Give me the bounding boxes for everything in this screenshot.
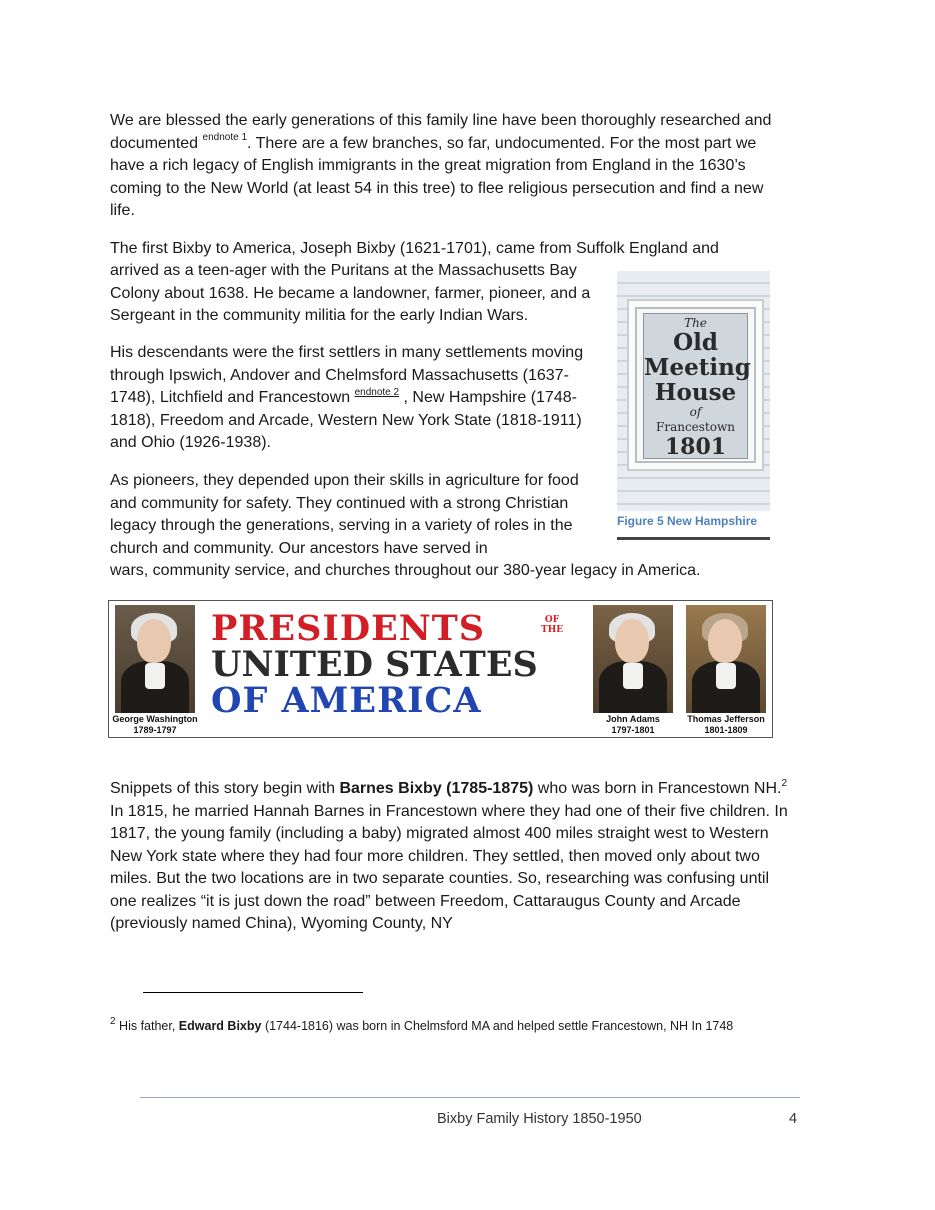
meeting-house-photo — [617, 271, 770, 511]
president-years: 1801-1809 — [704, 725, 748, 735]
footnote-number: 2 — [110, 1015, 116, 1027]
paragraph-text: We are blessed the early generations of this family line have been thoroughly researched and documented — [110, 112, 772, 152]
president-caption — [583, 714, 683, 736]
endnote-ref[interactable]: endnote 2 — [354, 386, 400, 398]
president-caption — [105, 714, 205, 736]
footnote-text: (1744-1816) was born in Chelmsford MA and helped settle Francestown, NH In 1748 — [261, 1019, 734, 1033]
banner-of-the — [541, 615, 563, 635]
footnote — [110, 1017, 790, 1036]
portrait-washington — [115, 605, 195, 713]
endnote-ref[interactable]: endnote 1 — [202, 132, 248, 144]
footnote-bold-name: Edward Bixby — [178, 1019, 262, 1033]
paragraph-text: His descendants were the first settlers in many settlements moving through Ipswich, Andover and Chelmsford Massachusetts (1637-1748), Litchfield and Francestown — [110, 344, 584, 406]
banner-title-line3: OF AMERICA — [211, 680, 482, 721]
paragraph-pioneers-last — [110, 560, 810, 583]
portrait-jefferson — [686, 605, 766, 713]
figure-divider — [617, 537, 770, 540]
sign-year: 1801 — [664, 434, 727, 460]
president-years: 1797-1801 — [611, 725, 655, 735]
meeting-house-figure — [617, 271, 770, 541]
banner-of: OF — [544, 615, 560, 625]
sign-meeting: Meeting — [644, 354, 751, 381]
paragraph-descendants — [110, 342, 605, 455]
portrait-adams — [593, 605, 673, 713]
banner-title-line1: PRESIDENTS — [211, 608, 486, 649]
president-years: 1789-1797 — [133, 725, 177, 735]
paragraph-text: Snippets of this story begin with — [110, 780, 340, 797]
paragraph-text: . There are a few branches, so far, undocumented. For the most part we have a rich legacy of English immigrants in the great migration from England in the 1630’s coming to the New World (at least 54 in this tree) to flee religious persecution and find a new life. — [110, 134, 764, 219]
paragraph-pioneers — [110, 470, 605, 560]
banner-title — [211, 608, 581, 721]
presidents-banner — [108, 600, 773, 738]
sign-old: Old — [673, 329, 718, 356]
footnote-text: His father, — [115, 1019, 179, 1033]
footnote-separator — [143, 992, 363, 993]
sign-board — [643, 313, 751, 460]
president-caption — [676, 714, 776, 736]
paragraph-barnes-bixby — [110, 778, 790, 936]
paragraph-text: As pioneers, they depended upon their skills in agriculture for food and community for safety. They continued with a strong Christian legacy through the generations, serving in a variety of roles in the church and community. Our ancestors have served in — [110, 472, 579, 557]
paragraph-text: In 1815, he married Hannah Barnes in Francestown where they had one of their five children. In 1817, the young family (including a baby) migrated almost 400 miles straight west to Western New York state where they had four more children. They settled, then moved only about two miles. But the two locations are in two separate counties. So, researching was confusing until one realizes “it is just down the road” between Freedom, Cattaraugus County and Arcade (previously named China), Wyoming County, NY — [110, 802, 788, 932]
paragraph-text: who was born in Francestown NH. — [533, 780, 782, 797]
footer-rule — [140, 1097, 800, 1098]
sign-house: House — [654, 379, 737, 406]
president-name: George Washington — [112, 714, 198, 724]
sign-the: The — [684, 316, 707, 330]
paragraph-first-bixby-rest — [110, 260, 605, 328]
page-number: 4 — [789, 1111, 798, 1127]
bold-name: Barnes Bixby (1785-1875) — [339, 780, 534, 797]
figure-caption: Figure 5 New Hampshire — [617, 514, 758, 528]
paragraph-first-bixby-line1 — [110, 238, 810, 261]
president-name: Thomas Jefferson — [687, 714, 765, 724]
paragraph-text: The first Bixby to America, Joseph Bixby (1621-1701), came from Suffolk England and — [110, 240, 719, 257]
sign-frame — [627, 299, 764, 471]
footer-title: Bixby Family History 1850-1950 — [437, 1111, 642, 1127]
banner-the: THE — [541, 625, 564, 635]
paragraph-text: wars, community service, and churches throughout our 380-year legacy in America. — [110, 562, 701, 579]
paragraph-intro — [110, 110, 790, 223]
footnote-ref[interactable]: 2 — [781, 777, 788, 789]
paragraph-text: arrived as a teen-ager with the Puritans at the Massachusetts Bay Colony about 1638. He became a landowner, farmer, pioneer, and a Sergeant in the community militia for the early Indian Wars. — [110, 262, 591, 324]
banner-title-line2: UNITED STATES — [211, 644, 538, 685]
paragraph-text: , New Hampshire (1748-1818), Freedom and Arcade, Western New York State (1818-1911) and Ohio (1926-1938). — [110, 389, 582, 451]
sign-of: of — [689, 405, 702, 419]
sign-town: Francestown — [656, 420, 735, 434]
president-name: John Adams — [606, 714, 660, 724]
